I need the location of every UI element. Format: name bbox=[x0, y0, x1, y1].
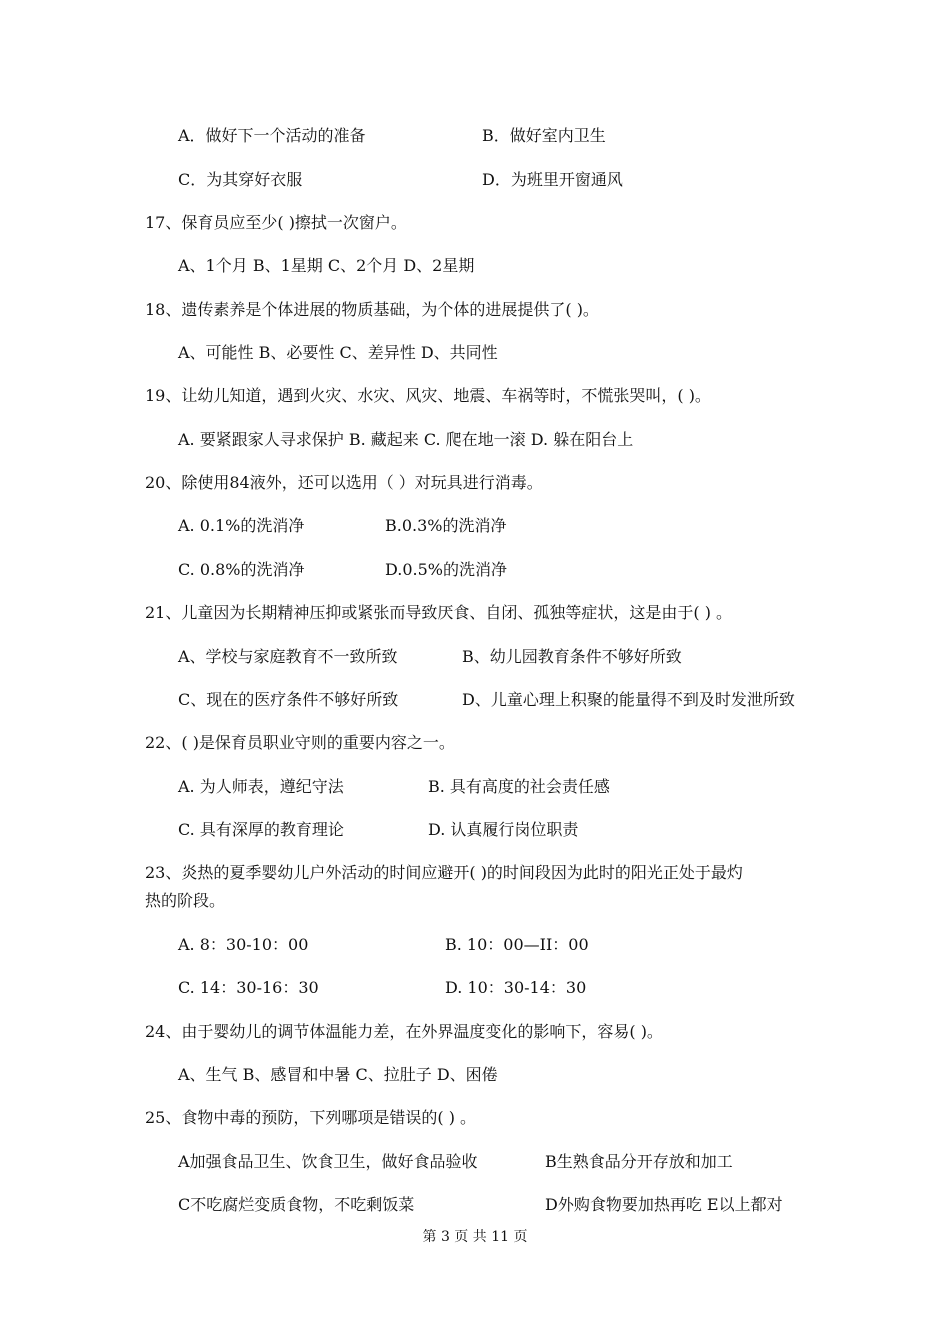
q22-option-d: D. 认真履行岗位职责 bbox=[428, 820, 579, 839]
q21-option-c: C、现在的医疗条件不够好所致 bbox=[178, 690, 399, 709]
q23-stem: 23、炎热的夏季婴幼儿户外活动的时间应避开( )的时间段因为此时的阳光正处于最灼 bbox=[145, 863, 743, 882]
q20-option-b: B.0.3%的洗消净 bbox=[385, 516, 507, 535]
q21-option-d: D、儿童心理上积聚的能量得不到及时发泄所致 bbox=[462, 690, 795, 709]
page-footer: 第 3 页 共 11 页 bbox=[422, 1229, 528, 1245]
q19-options: A. 要紧跟家人寻求保护 B. 藏起来 C. 爬在地一滚 D. 躲在阳台上 bbox=[178, 430, 634, 449]
q16-option-c: C．为其穿好衣服 bbox=[178, 170, 303, 189]
q19-stem: 19、让幼儿知道，遇到火灾、水灾、风灾、地震、车祸等时，不慌张哭叫，( )。 bbox=[145, 386, 711, 405]
q24-stem: 24、由于婴幼儿的调节体温能力差，在外界温度变化的影响下，容易( )。 bbox=[145, 1022, 663, 1041]
q20-stem: 20、除使用84液外，还可以选用（ ）对玩具进行消毒。 bbox=[145, 473, 543, 492]
q18-options: A、可能性 B、必要性 C、差异性 D、共同性 bbox=[178, 343, 498, 362]
q25-option-c: C不吃腐烂变质食物，不吃剩饭菜 bbox=[178, 1195, 415, 1214]
q23-option-b: B. 10：00—II：00 bbox=[445, 935, 589, 954]
q16-option-a: A．做好下一个活动的准备 bbox=[178, 126, 366, 145]
q22-option-a: A. 为人师表，遵纪守法 bbox=[178, 777, 344, 796]
q22-stem: 22、( )是保育员职业守则的重要内容之一。 bbox=[145, 733, 455, 752]
q25-option-d-e: D外购食物要加热再吃 E以上都对 bbox=[545, 1195, 783, 1214]
q20-option-c: C. 0.8%的洗消净 bbox=[178, 560, 305, 579]
q22-option-c: C. 具有深厚的教育理论 bbox=[178, 820, 344, 839]
q25-option-b: B生熟食品分开存放和加工 bbox=[545, 1152, 733, 1171]
q16-option-d: D．为班里开窗通风 bbox=[482, 170, 623, 189]
q25-stem: 25、食物中毒的预防，下列哪项是错误的( ) 。 bbox=[145, 1108, 477, 1127]
q20-option-a: A. 0.1%的洗消净 bbox=[178, 516, 305, 535]
q23-option-a: A. 8：30-10：00 bbox=[178, 935, 309, 954]
q17-options: A、1个月 B、1星期 C、2个月 D、2星期 bbox=[178, 256, 475, 275]
q23-option-c: C. 14：30-16：30 bbox=[178, 978, 319, 997]
q23-option-d: D. 10：30-14：30 bbox=[445, 978, 587, 997]
q21-stem: 21、儿童因为长期精神压抑或紧张而导致厌食、自闭、孤独等症状，这是由于( ) 。 bbox=[145, 603, 733, 622]
q18-stem: 18、遗传素养是个体进展的物质基础，为个体的进展提供了( )。 bbox=[145, 300, 599, 319]
q21-option-a: A、学校与家庭教育不一致所致 bbox=[178, 647, 398, 666]
q24-options: A、生气 B、感冒和中暑 C、拉肚子 D、困倦 bbox=[178, 1065, 498, 1084]
q23-stem-continued: 热的阶段。 bbox=[145, 891, 226, 910]
q20-option-d: D.0.5%的洗消净 bbox=[385, 560, 507, 579]
q17-stem: 17、保育员应至少( )擦拭一次窗户。 bbox=[145, 213, 407, 232]
q21-option-b: B、幼儿园教育条件不够好所致 bbox=[462, 647, 682, 666]
q22-option-b: B. 具有高度的社会责任感 bbox=[428, 777, 610, 796]
q16-option-b: B．做好室内卫生 bbox=[482, 126, 606, 145]
q25-option-a: A加强食品卫生、饮食卫生，做好食品验收 bbox=[178, 1152, 478, 1171]
